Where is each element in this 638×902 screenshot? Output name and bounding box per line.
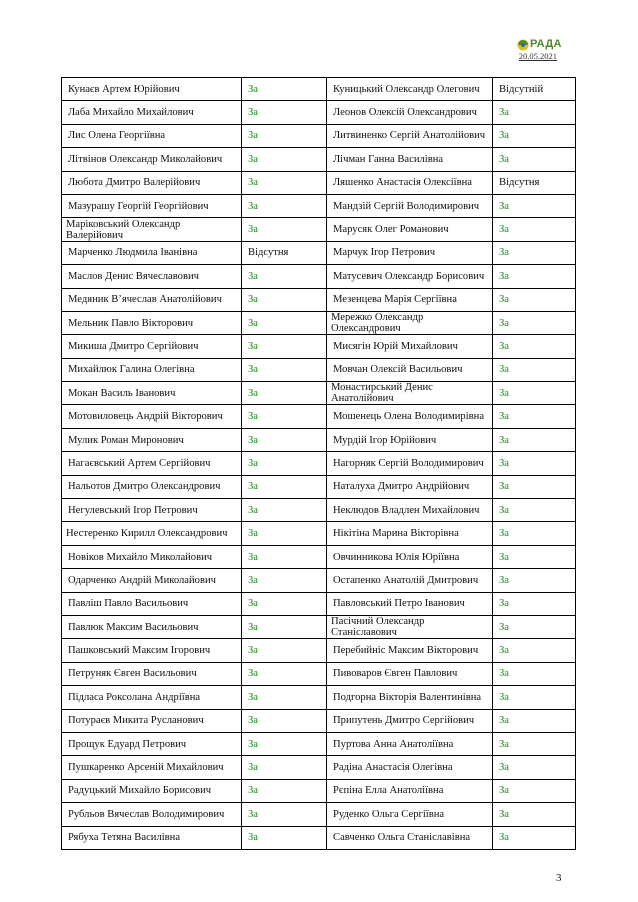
deputy-name-cell: Павлюк Максим Васильович: [62, 615, 242, 638]
vote-cell: За: [242, 569, 327, 592]
vote-cell: За: [493, 311, 576, 334]
vote-cell: За: [242, 592, 327, 615]
table-row: [62, 101, 576, 124]
deputy-name-cell: Одарченко Андрій Миколайович: [62, 569, 242, 592]
table-row: [62, 265, 576, 288]
vote-cell: За: [242, 171, 327, 194]
vote-cell: За: [242, 803, 327, 826]
deputy-name-cell: Павловський Петро Іванович: [327, 592, 493, 615]
deputy-name-cell: Мулик Роман Миронович: [62, 428, 242, 451]
vote-cell: За: [242, 101, 327, 124]
deputy-name-cell: Мережко Олександр Олександрович: [327, 311, 493, 334]
table-row: [62, 288, 576, 311]
table-row: [62, 499, 576, 522]
deputy-name-cell: Пивоваров Євген Павлович: [327, 662, 493, 685]
vote-cell: За: [242, 311, 327, 334]
table-row: [62, 522, 576, 545]
deputy-name-cell: Медяник В’ячеслав Анатолійович: [62, 288, 242, 311]
vote-cell: За: [242, 288, 327, 311]
deputy-name-cell: Леонов Олексій Олександрович: [327, 101, 493, 124]
deputy-name-cell: Монастирський Денис Анатолійович: [327, 382, 493, 405]
vote-cell: За: [242, 265, 327, 288]
deputy-name-cell: Припутень Дмитро Сергійович: [327, 709, 493, 732]
deputy-name-cell: Марченко Людмила Іванівна: [62, 241, 242, 264]
vote-cell: Відсутня: [242, 241, 327, 264]
vote-cell: За: [493, 475, 576, 498]
deputy-name-cell: Мокан Василь Іванович: [62, 382, 242, 405]
vote-cell: За: [242, 639, 327, 662]
vote-cell: Відсутній: [493, 78, 576, 101]
deputy-name-cell: Радуцький Михайло Борисович: [62, 779, 242, 802]
vote-cell: За: [493, 358, 576, 381]
table-row: [62, 615, 576, 638]
vote-cell: За: [242, 709, 327, 732]
table-row: [62, 358, 576, 381]
table-row: [62, 545, 576, 568]
table-row: [62, 218, 576, 241]
table-row: [62, 779, 576, 802]
votes-table-body: [62, 78, 576, 850]
vote-cell: За: [493, 709, 576, 732]
table-row: [62, 124, 576, 147]
rada-logo: [517, 38, 565, 64]
vote-cell: За: [493, 101, 576, 124]
deputy-name-cell: Мандзій Сергій Володимирович: [327, 194, 493, 217]
table-row: [62, 662, 576, 685]
deputy-name-cell: Куницький Олександр Олегович: [327, 78, 493, 101]
deputy-name-cell: Марчук Ігор Петрович: [327, 241, 493, 264]
deputy-name-cell: Ляшенко Анастасія Олексіївна: [327, 171, 493, 194]
deputy-name-cell: Рубльов Вячеслав Володимирович: [62, 803, 242, 826]
deputy-name-cell: Перебийніс Максим Вікторович: [327, 639, 493, 662]
vote-cell: За: [242, 382, 327, 405]
deputy-name-cell: Рєпіна Елла Анатоліївна: [327, 779, 493, 802]
vote-cell: Відсутня: [493, 171, 576, 194]
rada-logo-icon: [517, 39, 529, 51]
deputy-name-cell: Люботa Дмитро Валерійович: [62, 171, 242, 194]
vote-cell: За: [242, 405, 327, 428]
vote-cell: За: [493, 592, 576, 615]
table-row: [62, 826, 576, 849]
vote-cell: За: [493, 218, 576, 241]
deputy-name-cell: Савченко Ольга Станіславівна: [327, 826, 493, 849]
vote-cell: За: [242, 522, 327, 545]
vote-cell: За: [242, 826, 327, 849]
deputy-name-cell: Пушкаренко Арсеній Михайлович: [62, 756, 242, 779]
deputy-name-cell: Лічман Ганна Василівна: [327, 148, 493, 171]
vote-cell: За: [493, 428, 576, 451]
vote-cell: За: [242, 335, 327, 358]
table-row: [62, 639, 576, 662]
deputy-name-cell: Негулевський Ігор Петрович: [62, 499, 242, 522]
table-row: [62, 592, 576, 615]
vote-cell: За: [493, 382, 576, 405]
table-row: [62, 569, 576, 592]
deputy-name-cell: Пуртова Анна Анатоліївна: [327, 732, 493, 755]
deputy-name-cell: Павліш Павло Васильович: [62, 592, 242, 615]
table-row: [62, 335, 576, 358]
votes-table: [61, 77, 576, 850]
vote-cell: За: [493, 335, 576, 358]
vote-cell: За: [242, 615, 327, 638]
deputy-name-cell: Кунаєв Артем Юрійович: [62, 78, 242, 101]
vote-cell: За: [493, 732, 576, 755]
deputy-name-cell: Петруняк Євген Васильович: [62, 662, 242, 685]
deputy-name-cell: Мотовиловець Андрій Вікторович: [62, 405, 242, 428]
table-row: [62, 171, 576, 194]
deputy-name-cell: Лис Олена Георгіївна: [62, 124, 242, 147]
vote-cell: За: [242, 475, 327, 498]
deputy-name-cell: Нагорняк Сергій Володимирович: [327, 452, 493, 475]
deputy-name-cell: Мисягін Юрій Михайлович: [327, 335, 493, 358]
deputy-name-cell: Микиша Дмитро Сергійович: [62, 335, 242, 358]
vote-cell: За: [242, 545, 327, 568]
deputy-name-cell: Літвінов Олександр Миколайович: [62, 148, 242, 171]
deputy-name-cell: Пасічний Олександр Станіславович: [327, 615, 493, 638]
logo-text: РАДА: [530, 38, 562, 50]
vote-cell: За: [242, 686, 327, 709]
deputy-name-cell: Мезенцева Марія Сергіївна: [327, 288, 493, 311]
table-row: [62, 732, 576, 755]
table-row: [62, 382, 576, 405]
table-row: [62, 756, 576, 779]
deputy-name-cell: Маслов Денис Вячеславович: [62, 265, 242, 288]
deputy-name-cell: Наталуха Дмитро Андрійович: [327, 475, 493, 498]
table-row: [62, 241, 576, 264]
deputy-name-cell: Нагаєвський Артем Сергійович: [62, 452, 242, 475]
table-row: [62, 452, 576, 475]
deputy-name-cell: Прощук Едуард Петрович: [62, 732, 242, 755]
deputy-name-cell: Новіков Михайло Миколайович: [62, 545, 242, 568]
deputy-name-cell: Остапенко Анатолій Дмитрович: [327, 569, 493, 592]
table-row: [62, 428, 576, 451]
vote-cell: За: [493, 124, 576, 147]
vote-cell: За: [242, 662, 327, 685]
deputy-name-cell: Нестеренко Кирилл Олександрович: [62, 522, 242, 545]
vote-cell: За: [493, 686, 576, 709]
table-row: [62, 475, 576, 498]
table-row: [62, 803, 576, 826]
vote-cell: За: [242, 148, 327, 171]
vote-cell: За: [493, 405, 576, 428]
vote-cell: За: [493, 569, 576, 592]
vote-cell: За: [493, 615, 576, 638]
vote-cell: За: [242, 779, 327, 802]
vote-cell: За: [493, 194, 576, 217]
vote-cell: За: [242, 124, 327, 147]
deputy-name-cell: Підласа Роксолана Андріївна: [62, 686, 242, 709]
deputy-name-cell: Мазурашу Георгій Георгійович: [62, 194, 242, 217]
vote-cell: За: [493, 756, 576, 779]
deputy-name-cell: Подгорна Вікторія Валентинівна: [327, 686, 493, 709]
vote-cell: За: [493, 662, 576, 685]
table-row: [62, 78, 576, 101]
vote-cell: За: [493, 241, 576, 264]
page-number: 3: [556, 872, 562, 884]
vote-cell: За: [242, 756, 327, 779]
vote-cell: За: [242, 452, 327, 475]
deputy-name-cell: Марусяк Олег Романович: [327, 218, 493, 241]
deputy-name-cell: Михайлюк Галина Олегівна: [62, 358, 242, 381]
vote-cell: За: [493, 545, 576, 568]
vote-cell: За: [493, 639, 576, 662]
vote-cell: За: [493, 522, 576, 545]
deputy-name-cell: Мурдій Ігор Юрійович: [327, 428, 493, 451]
vote-cell: За: [242, 428, 327, 451]
table-row: [62, 686, 576, 709]
vote-cell: За: [242, 358, 327, 381]
deputy-name-cell: Овчинникова Юлія Юріївна: [327, 545, 493, 568]
deputy-name-cell: Нікітіна Марина Вікторівна: [327, 522, 493, 545]
deputy-name-cell: Мельник Павло Вікторович: [62, 311, 242, 334]
vote-cell: За: [242, 218, 327, 241]
deputy-name-cell: Потураєв Микита Русланович: [62, 709, 242, 732]
vote-cell: За: [493, 265, 576, 288]
header-date: 20.05.2021: [518, 51, 557, 61]
table-row: [62, 311, 576, 334]
deputy-name-cell: Пашковський Максим Ігорович: [62, 639, 242, 662]
vote-cell: За: [493, 826, 576, 849]
vote-cell: За: [242, 499, 327, 522]
deputy-name-cell: Мошенець Олена Володимирівна: [327, 405, 493, 428]
deputy-name-cell: Маріковський Олександр Валерійович: [62, 218, 242, 241]
deputy-name-cell: Литвиненко Сергій Анатолійович: [327, 124, 493, 147]
vote-cell: За: [493, 148, 576, 171]
deputy-name-cell: Радіна Анастасія Олегівна: [327, 756, 493, 779]
deputy-name-cell: Неклюдов Владлен Михайлович: [327, 499, 493, 522]
vote-cell: За: [493, 452, 576, 475]
vote-cell: За: [493, 499, 576, 522]
table-row: [62, 709, 576, 732]
table-row: [62, 148, 576, 171]
deputy-name-cell: Матусевич Олександр Борисович: [327, 265, 493, 288]
vote-cell: За: [242, 194, 327, 217]
vote-cell: За: [493, 288, 576, 311]
vote-cell: За: [493, 779, 576, 802]
deputy-name-cell: Нальотов Дмитро Олександрович: [62, 475, 242, 498]
deputy-name-cell: Мовчан Олексій Васильович: [327, 358, 493, 381]
deputy-name-cell: Руденко Ольга Сергіївна: [327, 803, 493, 826]
deputy-name-cell: Рябуха Тетяна Василівна: [62, 826, 242, 849]
deputy-name-cell: Лаба Михайло Михайлович: [62, 101, 242, 124]
table-row: [62, 194, 576, 217]
vote-cell: За: [493, 803, 576, 826]
table-row: [62, 405, 576, 428]
vote-cell: За: [242, 78, 327, 101]
vote-cell: За: [242, 732, 327, 755]
